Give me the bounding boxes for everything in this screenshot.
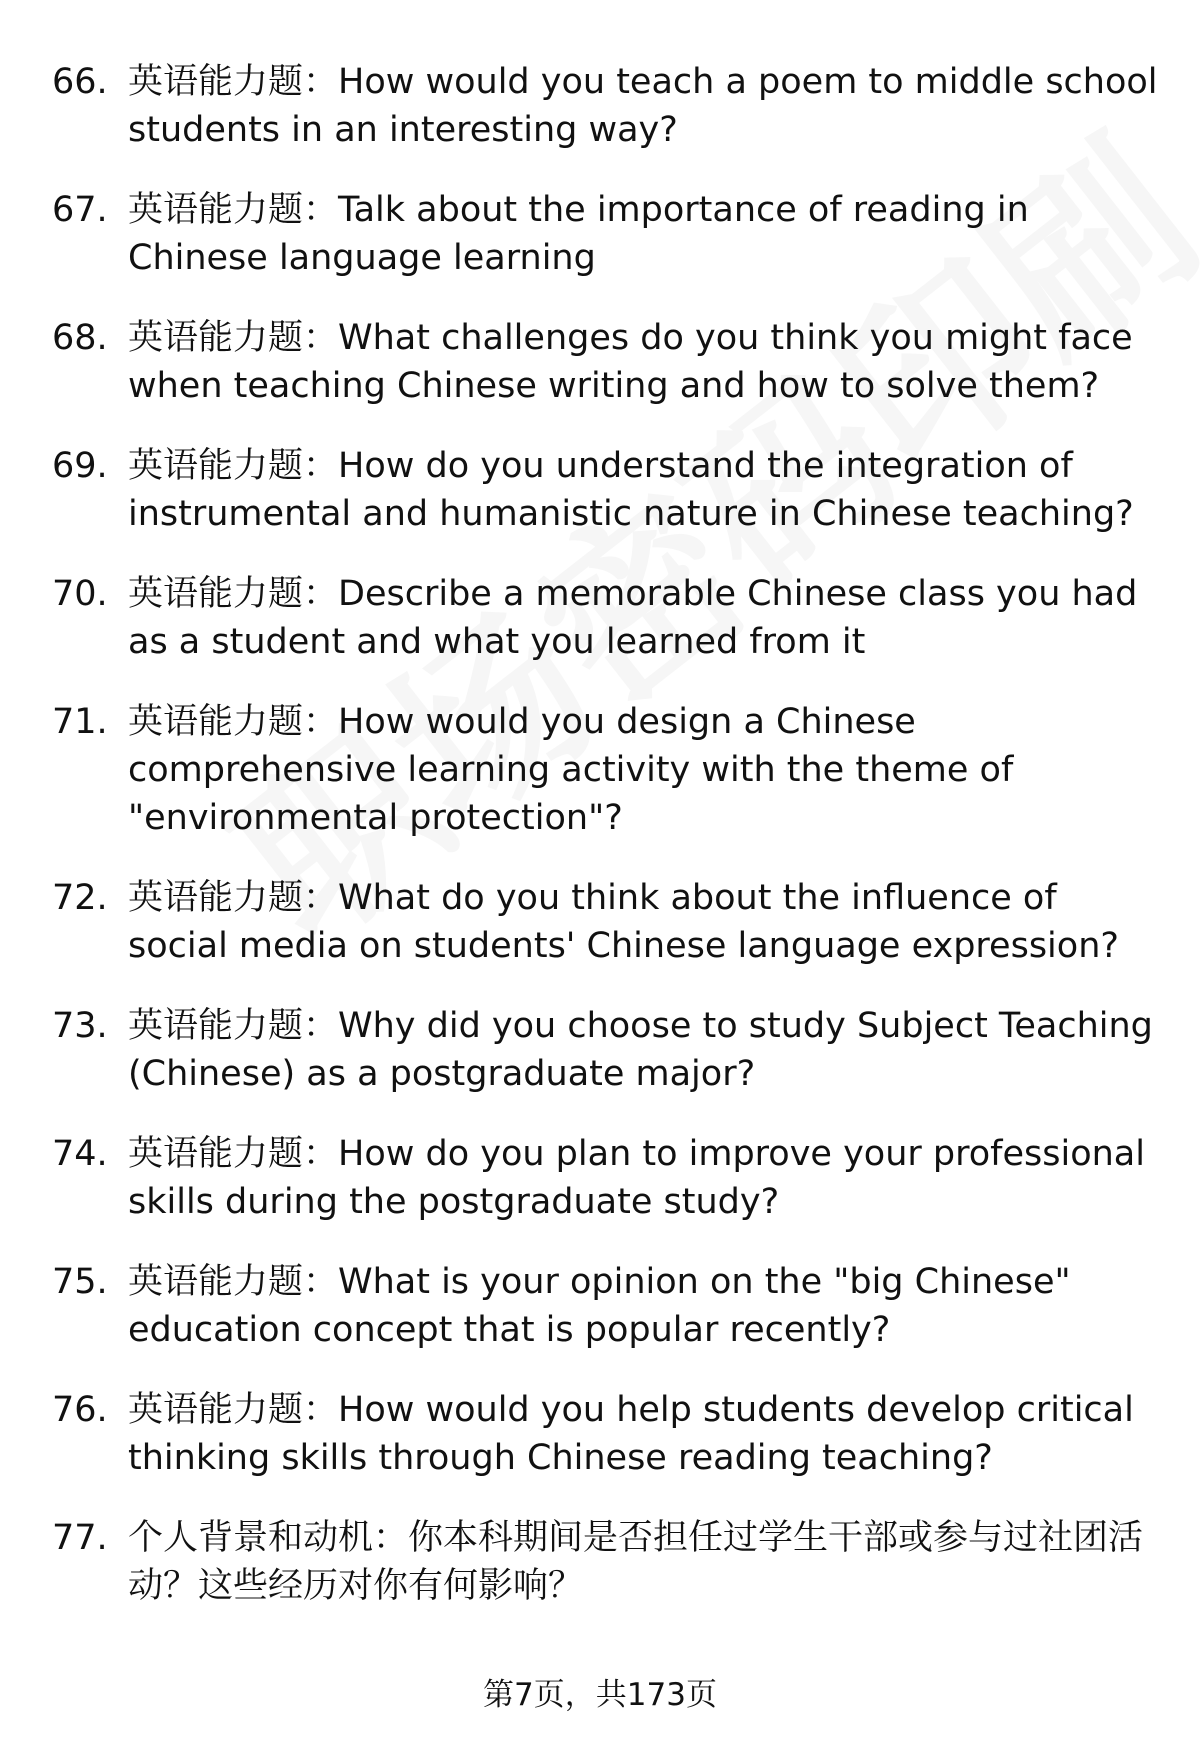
question-text: 英语能力题：How would you help students develop critical thinking skills through Chinese reading teaching?	[128, 1390, 1134, 1478]
question-item-76	[52, 1386, 1162, 1482]
question-item-69	[52, 442, 1162, 538]
question-text: 英语能力题：What challenges do you think you might face when teaching Chinese writing and how to solve them?	[128, 318, 1133, 406]
question-number: 76.	[52, 1390, 108, 1430]
question-text: 英语能力题：How do you understand the integration of instrumental and humanistic nature in Chinese teaching?	[128, 446, 1134, 534]
question-text: 英语能力题：How would you teach a poem to middle school students in an interesting way?	[128, 62, 1158, 150]
question-item-70	[52, 570, 1162, 666]
question-item-72	[52, 874, 1162, 970]
question-item-75	[52, 1258, 1162, 1354]
page-footer: 第7页，共173页	[483, 1677, 717, 1713]
question-item-73	[52, 1002, 1162, 1098]
question-text: 英语能力题：Why did you choose to study Subject Teaching (Chinese) as a postgraduate major?	[128, 1006, 1153, 1094]
question-item-66	[52, 58, 1162, 154]
question-number: 72.	[52, 878, 108, 918]
question-item-71	[52, 698, 1162, 842]
question-item-67	[52, 186, 1162, 282]
question-item-68	[52, 314, 1162, 410]
question-text: 英语能力题：What do you think about the influence of social media on students' Chinese language expression?	[128, 878, 1119, 966]
question-number: 66.	[52, 62, 108, 102]
question-number: 69.	[52, 446, 108, 486]
question-number: 74.	[52, 1134, 108, 1174]
question-text: 英语能力题：How would you design a Chinese comprehensive learning activity with the theme of "environmental protection"?	[128, 702, 1014, 838]
question-item-74	[52, 1130, 1162, 1226]
question-list	[52, 58, 1162, 1642]
question-text: 英语能力题：Describe a memorable Chinese class you had as a student and what you learned from it	[128, 574, 1138, 662]
question-number: 70.	[52, 574, 108, 614]
question-number: 67.	[52, 190, 108, 230]
question-number: 73.	[52, 1006, 108, 1046]
question-number: 77.	[52, 1518, 108, 1558]
question-number: 68.	[52, 318, 108, 358]
question-text: 英语能力题：Talk about the importance of reading in Chinese language learning	[128, 190, 1029, 278]
question-text: 英语能力题：What is your opinion on the "big Chinese" education concept that is popular recently?	[128, 1262, 1071, 1350]
question-number: 75.	[52, 1262, 108, 1302]
question-item-77	[52, 1514, 1162, 1610]
question-text: 个人背景和动机：你本科期间是否担任过学生干部或参与过社团活动？这些经历对你有何影响？	[128, 1518, 1144, 1606]
question-number: 71.	[52, 702, 108, 742]
question-text: 英语能力题：How do you plan to improve your professional skills during the postgraduate study?	[128, 1134, 1145, 1222]
